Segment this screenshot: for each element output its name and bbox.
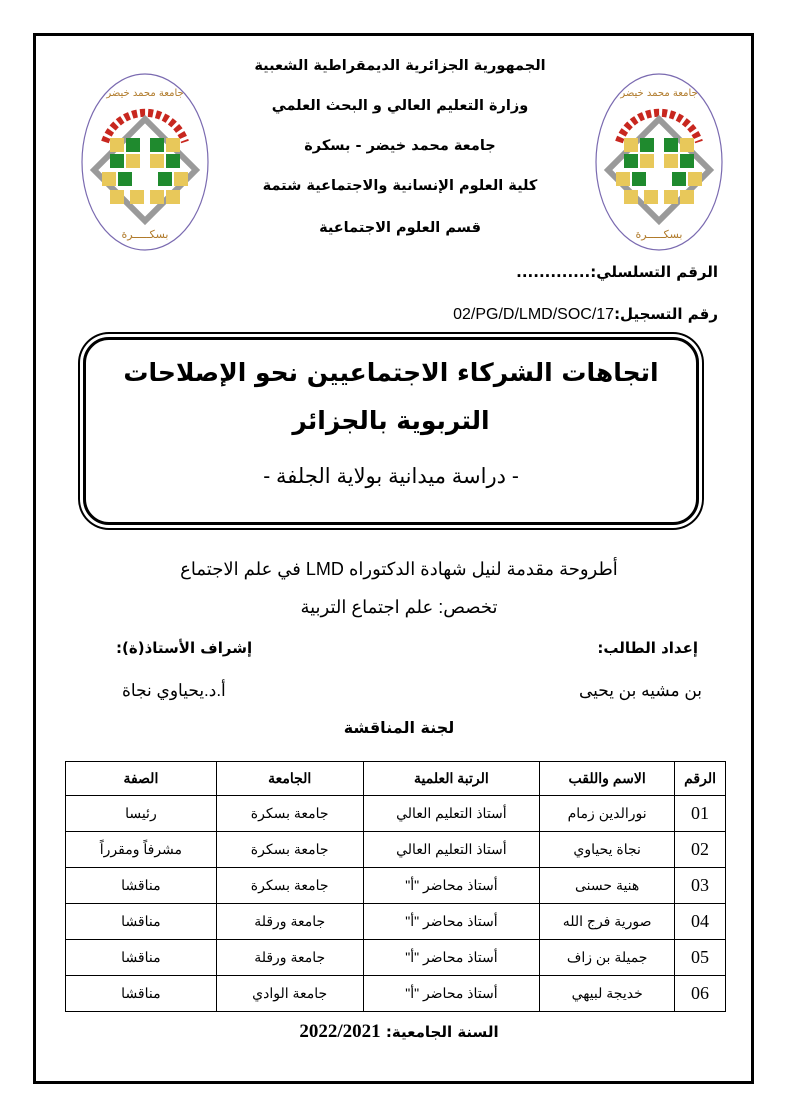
- row-university: جامعة ورقلة: [216, 940, 363, 976]
- department-name: قسم العلوم الاجتماعية: [319, 220, 481, 236]
- table-row: [66, 832, 726, 868]
- row-name: صورية فرج الله: [540, 904, 675, 940]
- logo-bottom-text: بسكـــــرة: [121, 228, 169, 241]
- row-university: جامعة الوادي: [216, 976, 363, 1012]
- row-number: 04: [675, 904, 726, 940]
- logo-ring-text: جامعة محمد خيضر: [106, 88, 184, 99]
- row-role: مناقشا: [66, 868, 217, 904]
- row-university: جامعة بسكرة: [216, 868, 363, 904]
- header-number: الرقم: [675, 762, 726, 796]
- row-name: نورالدين زمام: [540, 796, 675, 832]
- row-rank: أستاذ محاضر "أ": [363, 940, 540, 976]
- header-role: الصفة: [66, 762, 217, 796]
- thesis-title-box: [83, 337, 699, 525]
- thesis-subtitle: - دراسة ميدانية بولاية الجلفة -: [263, 465, 519, 488]
- committee-title: لجنة المناقشة: [343, 718, 455, 737]
- supervisor-name: أ.د.يحياوي نجاة: [122, 681, 226, 700]
- ministry-name: وزارة التعليم العالي و البحث العلمي: [271, 98, 529, 114]
- row-name: نجاة يحياوي: [540, 832, 675, 868]
- academic-year-value: 2022/2021: [299, 1021, 381, 1042]
- row-name: جميلة بن زاف: [540, 940, 675, 976]
- row-number: 03: [675, 868, 726, 904]
- row-name: هنية حسنى: [540, 868, 675, 904]
- header-university: الجامعة: [216, 762, 363, 796]
- row-rank: أستاذ التعليم العالي: [363, 832, 540, 868]
- registration-number: [453, 305, 718, 324]
- row-university: جامعة بسكرة: [216, 832, 363, 868]
- academic-year: [0, 1021, 798, 1043]
- row-role: رئيسا: [66, 796, 217, 832]
- logo-bottom-text: بسكـــــرة: [635, 228, 683, 241]
- table-row: [66, 976, 726, 1012]
- university-name: جامعة محمد خيضر - بسكرة: [304, 138, 496, 154]
- header-name: الاسم واللقب: [540, 762, 675, 796]
- row-university: جامعة ورقلة: [216, 904, 363, 940]
- student-name: بن مشيه بن يحيى: [578, 681, 702, 700]
- header-rank: الرتبة العلمية: [363, 762, 540, 796]
- registration-label: رقم التسجيل:: [614, 305, 718, 323]
- row-rank: أستاذ محاضر "أ": [363, 904, 540, 940]
- row-number: 06: [675, 976, 726, 1012]
- table-row: [66, 904, 726, 940]
- committee-header-row: [66, 762, 726, 796]
- thesis-statement: أطروحة مقدمة لنيل شهادة الدكتوراه LMD في علم الاجتماع: [180, 559, 618, 579]
- thesis-title-line1: اتجاهات الشركاء الاجتماعيين نحو الإصلاحات: [123, 358, 659, 387]
- serial-label: الرقم التسلسلي:: [590, 263, 718, 281]
- faculty-name: كلية العلوم الإنسانية والاجتماعية شتمة: [262, 178, 538, 194]
- republic-name: الجمهورية الجزائرية الديمقراطية الشعبية: [254, 58, 546, 74]
- row-university: جامعة بسكرة: [216, 796, 363, 832]
- row-number: 05: [675, 940, 726, 976]
- university-emblem-icon: [594, 72, 724, 252]
- registration-value: 02/PG/D/LMD/SOC/17: [453, 306, 615, 323]
- serial-number: [516, 263, 718, 281]
- student-label: إعداد الطالب:: [597, 639, 698, 657]
- row-rank: أستاذ محاضر "أ": [363, 868, 540, 904]
- university-logo-right: [594, 72, 724, 252]
- committee-table: [65, 761, 726, 1012]
- university-logo-left: [80, 72, 210, 252]
- row-rank: أستاذ التعليم العالي: [363, 796, 540, 832]
- row-role: مشرفاً ومقرراً: [66, 832, 217, 868]
- specialization: تخصص: علم اجتماع التربية: [300, 597, 498, 617]
- supervisor-label: إشراف الأستاذ(ة):: [116, 639, 253, 657]
- row-name: خديجة لبيهي: [540, 976, 675, 1012]
- row-role: مناقشا: [66, 904, 217, 940]
- row-role: مناقشا: [66, 940, 217, 976]
- row-number: 02: [675, 832, 726, 868]
- table-row: [66, 796, 726, 832]
- table-row: [66, 868, 726, 904]
- thesis-title-line2: التربوية بالجزائر: [292, 406, 490, 435]
- row-number: 01: [675, 796, 726, 832]
- row-rank: أستاذ محاضر "أ": [363, 976, 540, 1012]
- row-role: مناقشا: [66, 976, 217, 1012]
- table-row: [66, 940, 726, 976]
- academic-year-label: السنة الجامعية:: [385, 1023, 499, 1041]
- serial-value: .............: [516, 263, 591, 281]
- university-emblem-icon: [80, 72, 210, 252]
- logo-ring-text: جامعة محمد خيضر: [620, 88, 698, 99]
